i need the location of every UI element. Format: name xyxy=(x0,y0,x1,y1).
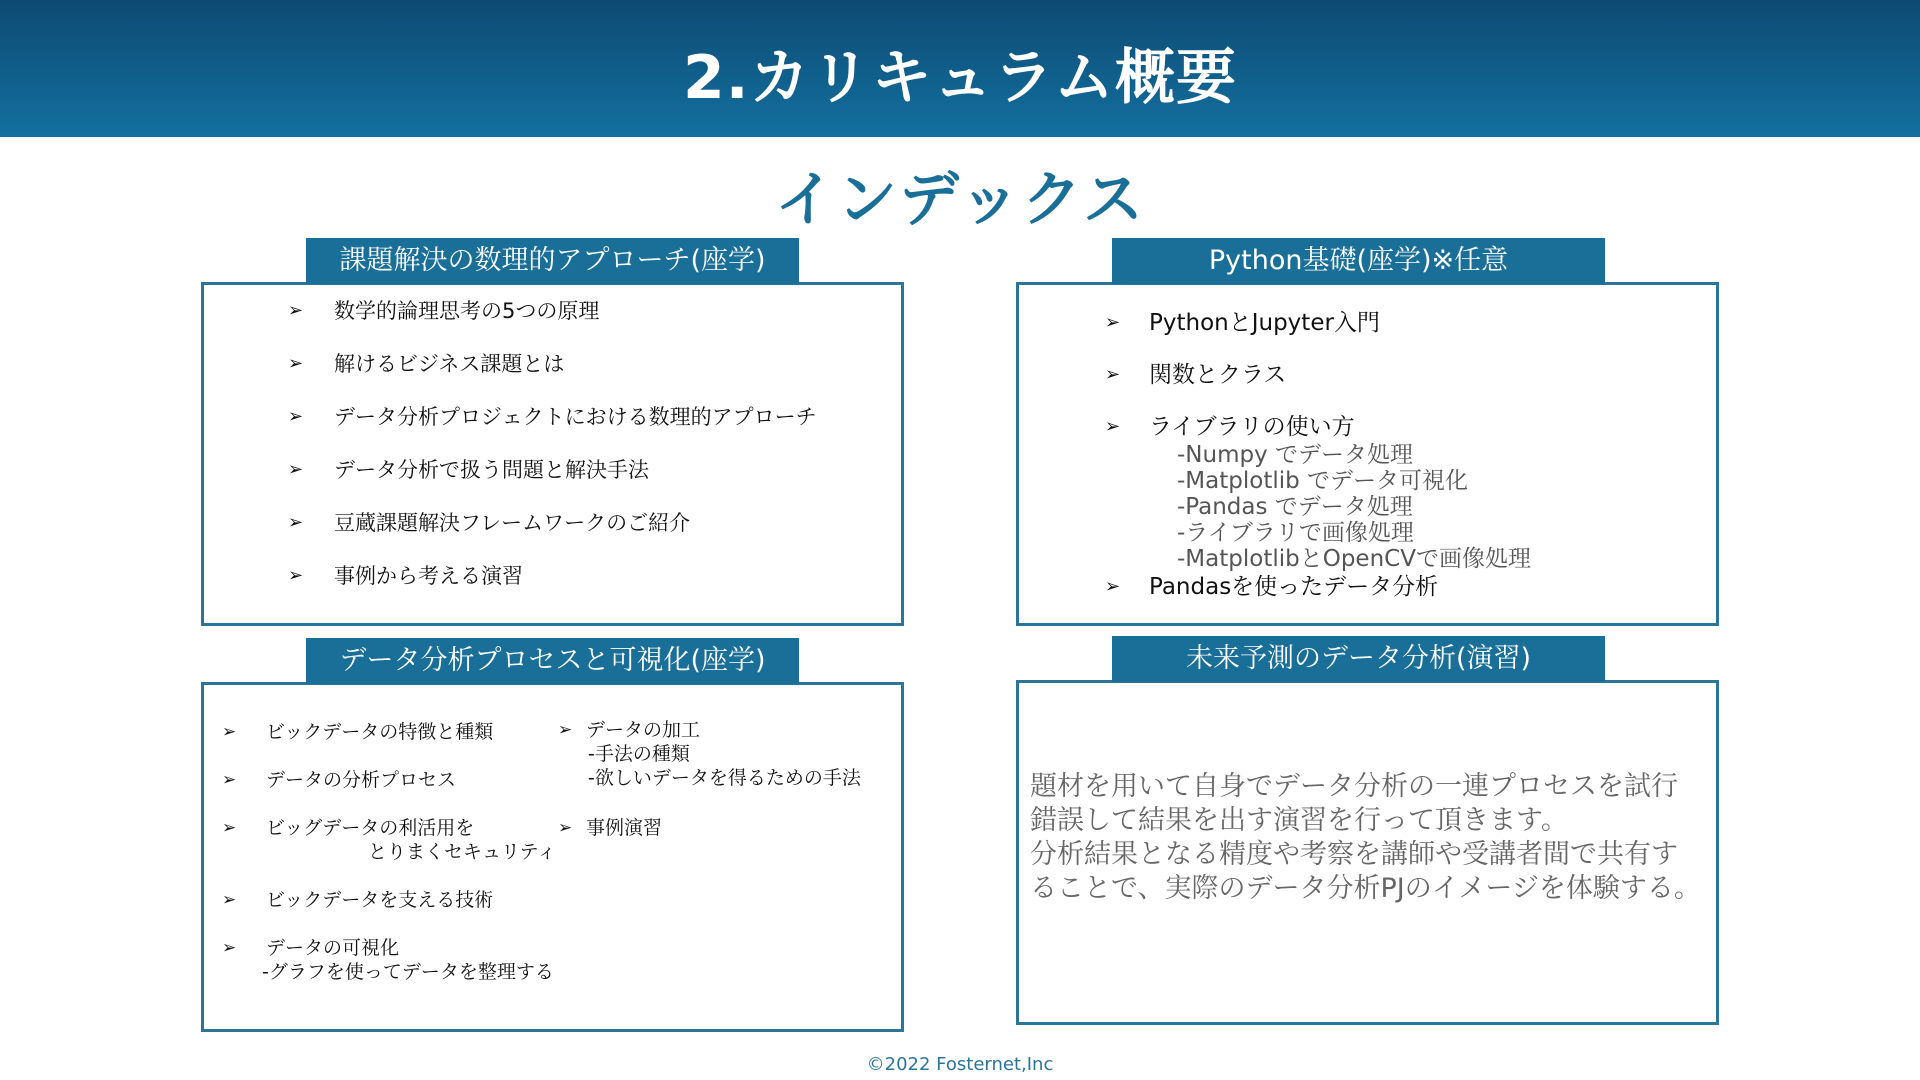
python-section-title: Python基礎(座学)※任意 xyxy=(1112,238,1605,284)
library-subitem: -Numpy でデータ処理 xyxy=(1177,442,1414,468)
arrow-bullet-icon: ➢ xyxy=(222,938,237,958)
list-item: ➢ PythonとJupyter入門 xyxy=(1105,310,1380,336)
arrow-bullet-icon: ➢ xyxy=(558,818,573,838)
arrow-bullet-icon: ➢ xyxy=(1105,416,1121,437)
arrow-bullet-icon: ➢ xyxy=(288,406,304,427)
list-item: ➢ ビッグデータの利活用を とりまくセキュリティ xyxy=(222,817,557,863)
list-item: ➢ 事例演習 xyxy=(558,817,663,839)
page-title: 2.カリキュラム概要 xyxy=(683,43,1237,113)
list-item: ➢ データ分析で扱う問題と解決手法 xyxy=(288,455,817,508)
list-item: ➢ データ分析プロジェクトにおける数理的アプローチ xyxy=(288,402,817,455)
list-item: ➢ データの可視化 -グラフを使ってデータを整理する xyxy=(222,936,556,984)
list-item: ➢ 豆蔵課題解決フレームワークのご紹介 xyxy=(288,508,817,561)
arrow-bullet-icon: ➢ xyxy=(222,770,237,790)
forecast-description xyxy=(1030,770,1720,906)
library-subitem: -MatplotlibとOpenCVで画像処理 xyxy=(1177,546,1531,572)
list-item-continuation: とりまくセキュリティ xyxy=(368,841,557,863)
arrow-bullet-icon: ➢ xyxy=(288,353,304,374)
arrow-bullet-icon: ➢ xyxy=(288,565,304,586)
math-topic-list xyxy=(288,296,817,614)
library-subitem: -Pandas でデータ処理 xyxy=(1177,494,1413,520)
arrow-bullet-icon: ➢ xyxy=(222,818,237,838)
arrow-bullet-icon: ➢ xyxy=(1105,364,1121,385)
arrow-bullet-icon: ➢ xyxy=(222,722,237,742)
list-subitem: -欲しいデータを得るための手法 xyxy=(588,767,861,789)
list-item: ➢ 解けるビジネス課題とは xyxy=(288,349,817,402)
library-subitem: -ライブラリで画像処理 xyxy=(1177,520,1414,546)
list-subitem: -手法の種類 xyxy=(588,743,690,765)
list-item: ➢ データの加工 -手法の種類 -欲しいデータを得るための手法 xyxy=(558,719,861,789)
description-line: ることで、実際のデータ分析PJのイメージを体験する。 xyxy=(1030,873,1701,904)
header-bar xyxy=(0,0,1920,137)
python-topic-list xyxy=(1105,308,1531,602)
index-heading: インデックス xyxy=(774,165,1146,235)
description-line: 題材を用いて自身でデータ分析の一連プロセスを試行 xyxy=(1030,771,1678,802)
forecast-section-title: 未来予測のデータ分析(演習) xyxy=(1112,636,1605,682)
process-right-list xyxy=(558,718,861,840)
process-left-list xyxy=(222,720,556,984)
library-subitem-list xyxy=(1149,442,1531,572)
library-subitem: -Matplotlib でデータ可視化 xyxy=(1177,468,1469,494)
list-item: ➢ ライブラリの使い方 -Numpy でデータ処理 -Matplotlib でデータ可視化 -Pandas でデータ処理 -ライブラリで画像処理 -MatplotlibとOpenCVで画像処理 xyxy=(1105,414,1531,572)
math-section-title: 課題解決の数理的アプローチ(座学) xyxy=(306,238,799,284)
arrow-bullet-icon: ➢ xyxy=(288,300,304,321)
arrow-bullet-icon: ➢ xyxy=(288,512,304,533)
list-item: ➢ 数学的論理思考の5つの原理 xyxy=(288,296,817,349)
process-section-title: データ分析プロセスと可視化(座学) xyxy=(306,638,799,684)
arrow-bullet-icon: ➢ xyxy=(1105,576,1121,597)
list-item: ➢ ビックデータを支える技術 xyxy=(222,889,494,911)
arrow-bullet-icon: ➢ xyxy=(288,459,304,480)
arrow-bullet-icon: ➢ xyxy=(222,890,237,910)
list-item-continuation: -グラフを使ってデータを整理する xyxy=(262,961,554,983)
list-item: ➢ 事例から考える演習 xyxy=(288,561,817,614)
copyright-footer: ©2022 Fosternet,Inc xyxy=(866,1054,1054,1075)
arrow-bullet-icon: ➢ xyxy=(558,720,573,740)
description-line: 分析結果となる精度や考察を講師や受講者間で共有す xyxy=(1030,839,1678,870)
list-item: ➢ Pandasを使ったデータ分析 xyxy=(1105,574,1439,600)
list-item: ➢ 関数とクラス xyxy=(1105,362,1287,388)
arrow-bullet-icon: ➢ xyxy=(1105,312,1121,333)
list-item: ➢ ビックデータの特徴と種類 xyxy=(222,721,494,743)
description-line: 錯誤して結果を出す演習を行って頂きます。 xyxy=(1030,805,1568,836)
list-item: ➢ データの分析プロセス xyxy=(222,769,457,791)
